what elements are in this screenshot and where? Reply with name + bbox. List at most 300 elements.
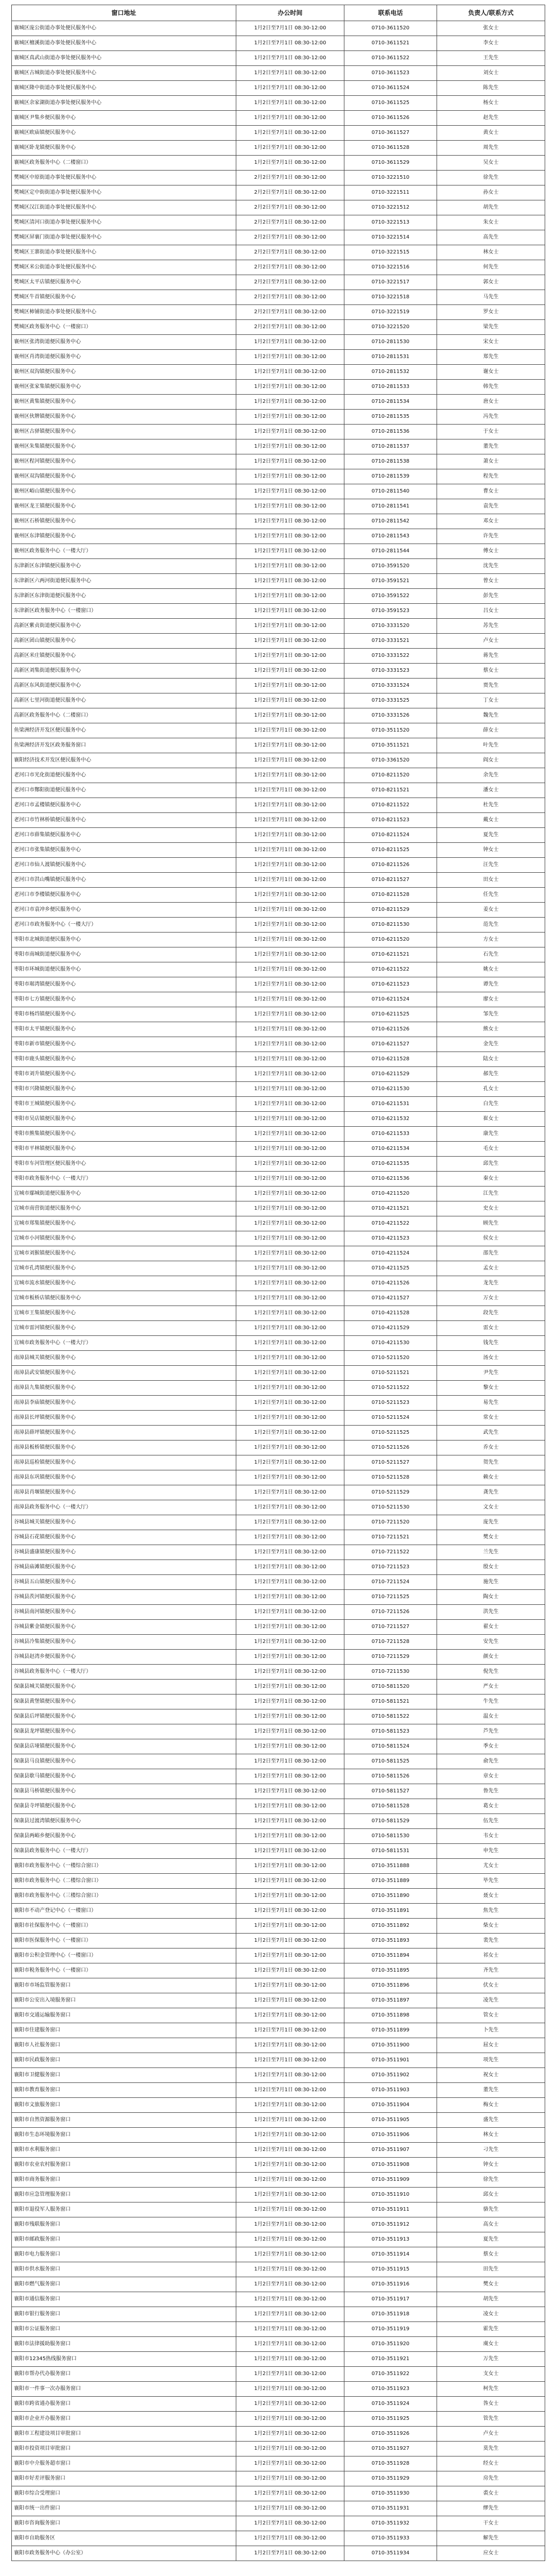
cell-phone: 0710-5811531 xyxy=(344,1844,437,1859)
cell-office-hours: 1月2日至7月1日 08:30-12:00 xyxy=(236,499,344,514)
cell-address: 枣阳市熊集镇便民服务中心 xyxy=(12,1127,236,1142)
cell-office-hours: 1月2日至7月1日 08:30-12:00 xyxy=(236,2516,344,2531)
cell-address: 襄城区卧龙镇便民服务中心 xyxy=(12,141,236,156)
cell-phone: 0710-6211530 xyxy=(344,1082,437,1097)
cell-office-hours: 1月2日至7月1日 08:30-12:00 xyxy=(236,1993,344,2008)
cell-address: 襄阳市投资项目审批窗口 xyxy=(12,2442,236,2456)
cell-office-hours: 1月2日至7月1日 08:30-12:00 xyxy=(236,693,344,708)
cell-phone: 0710-3591520 xyxy=(344,559,437,574)
cell-phone: 0710-5211526 xyxy=(344,1440,437,1455)
cell-office-hours: 1月2日至7月1日 08:30-12:00 xyxy=(236,2098,344,2113)
cell-office-hours: 1月2日至7月1日 08:30-12:00 xyxy=(236,783,344,798)
cell-contact: 聂女士 xyxy=(437,1889,545,1904)
cell-office-hours: 1月2日至7月1日 08:30-12:00 xyxy=(236,1904,344,1919)
table-row xyxy=(12,2188,545,2202)
cell-address: 襄阳市残联服务窗口 xyxy=(12,2217,236,2232)
cell-phone: 0710-3611528 xyxy=(344,141,437,156)
cell-office-hours: 1月2日至7月1日 08:30-12:00 xyxy=(236,1351,344,1366)
cell-address: 襄州区政务服务中心（一楼大厅） xyxy=(12,544,236,559)
cell-contact: 赖女士 xyxy=(437,1470,545,1485)
cell-office-hours: 2月2日至7月1日 08:30-12:00 xyxy=(236,245,344,260)
cell-contact: 何先生 xyxy=(437,260,545,275)
cell-office-hours: 1月2日至7月1日 08:30-12:00 xyxy=(236,2367,344,2382)
cell-contact: 林女士 xyxy=(437,2128,545,2143)
cell-address: 襄城区余家湖街道办事处便民服务中心 xyxy=(12,96,236,111)
table-row xyxy=(12,1246,545,1261)
cell-address: 襄阳市商务服务窗口 xyxy=(12,2173,236,2188)
cell-phone: 0710-3331526 xyxy=(344,708,437,723)
cell-phone: 0710-3511921 xyxy=(344,2352,437,2367)
cell-contact: 叶先生 xyxy=(437,738,545,753)
cell-address: 谷城县盛康镇便民服务中心 xyxy=(12,1545,236,1560)
cell-contact: 孙女士 xyxy=(437,185,545,200)
table-row xyxy=(12,171,545,185)
cell-contact: 凌先生 xyxy=(437,1993,545,2008)
cell-contact: 刘女士 xyxy=(437,66,545,81)
cell-address: 襄阳市公安出入境服务窗口 xyxy=(12,1993,236,2008)
cell-contact: 张女士 xyxy=(437,21,545,36)
cell-phone: 0710-3331520 xyxy=(344,619,437,634)
cell-address: 樊城区米公街道办事处便民服务中心 xyxy=(12,260,236,275)
cell-address: 保康县寺坪镇便民服务中心 xyxy=(12,1799,236,1814)
cell-address: 襄州区张家集镇便民服务中心 xyxy=(12,380,236,395)
cell-office-hours: 1月2日至7月1日 08:30-12:00 xyxy=(236,873,344,888)
cell-address: 襄城区古城街道办事处便民服务中心 xyxy=(12,66,236,81)
cell-contact: 萧女士 xyxy=(437,454,545,469)
cell-office-hours: 1月2日至7月1日 08:30-12:00 xyxy=(236,1411,344,1426)
table-row xyxy=(12,1545,545,1560)
table-row xyxy=(12,21,545,36)
cell-address: 襄城区真武山街道办事处便民服务中心 xyxy=(12,51,236,66)
cell-phone: 0710-6211527 xyxy=(344,1037,437,1052)
table-row xyxy=(12,2501,545,2516)
cell-office-hours: 2月2日至7月1日 08:30-12:00 xyxy=(236,260,344,275)
cell-phone: 0710-3511918 xyxy=(344,2307,437,2322)
table-row xyxy=(12,1351,545,1366)
cell-address: 保康县过渡湾镇便民服务中心 xyxy=(12,1814,236,1829)
cell-contact: 贾先生 xyxy=(437,679,545,693)
cell-contact: 阎女士 xyxy=(437,753,545,768)
table-row xyxy=(12,1112,545,1127)
table-row xyxy=(12,1904,545,1919)
cell-contact: 贺先生 xyxy=(437,1455,545,1470)
cell-contact: 薛女士 xyxy=(437,723,545,738)
table-row xyxy=(12,51,545,66)
table-row xyxy=(12,649,545,664)
cell-office-hours: 1月2日至7月1日 08:30-12:00 xyxy=(236,828,344,843)
cell-phone: 0710-6211523 xyxy=(344,977,437,992)
cell-office-hours: 1月2日至7月1日 08:30-12:00 xyxy=(236,1799,344,1814)
table-row xyxy=(12,2128,545,2143)
cell-contact: 曹女士 xyxy=(437,484,545,499)
table-row xyxy=(12,215,545,230)
cell-office-hours: 2月2日至7月1日 08:30-12:00 xyxy=(236,320,344,335)
cell-contact: 苏先生 xyxy=(437,619,545,634)
cell-phone: 0710-5811530 xyxy=(344,1829,437,1844)
cell-phone: 0710-3511930 xyxy=(344,2486,437,2501)
cell-address: 襄州区石桥镇便民服务中心 xyxy=(12,514,236,529)
cell-office-hours: 1月2日至7月1日 08:30-12:00 xyxy=(236,2247,344,2262)
cell-address: 宜城市王集镇便民服务中心 xyxy=(12,1306,236,1321)
cell-address: 南漳县政务服务中心（一楼大厅） xyxy=(12,1500,236,1515)
table-row xyxy=(12,245,545,260)
cell-contact: 孔女士 xyxy=(437,1082,545,1097)
cell-contact: 柴女士 xyxy=(437,1919,545,1934)
table-row xyxy=(12,2322,545,2337)
cell-contact: 郝先生 xyxy=(437,1067,545,1082)
cell-contact: 严女士 xyxy=(437,1680,545,1694)
cell-contact: 林女士 xyxy=(437,245,545,260)
cell-phone: 0710-6211529 xyxy=(344,1067,437,1082)
table-row xyxy=(12,156,545,171)
cell-office-hours: 1月2日至7月1日 08:30-12:00 xyxy=(236,141,344,156)
cell-address: 宜城市小河镇便民服务中心 xyxy=(12,1231,236,1246)
cell-office-hours: 1月2日至7月1日 08:30-12:00 xyxy=(236,2322,344,2337)
table-row xyxy=(12,185,545,200)
cell-office-hours: 2月2日至7月1日 08:30-12:00 xyxy=(236,200,344,215)
cell-address: 谷城县冷集镇便民服务中心 xyxy=(12,1635,236,1650)
cell-contact: 于女士 xyxy=(437,425,545,439)
table-row xyxy=(12,2307,545,2322)
cell-phone: 0710-3511929 xyxy=(344,2471,437,2486)
cell-office-hours: 1月2日至7月1日 08:30-12:00 xyxy=(236,1470,344,1485)
table-row xyxy=(12,1157,545,1172)
cell-office-hours: 1月2日至7月1日 08:30-12:00 xyxy=(236,21,344,36)
cell-contact: 樊女士 xyxy=(437,1530,545,1545)
cell-address: 襄州区肖湾街道便民服务中心 xyxy=(12,350,236,365)
cell-office-hours: 1月2日至7月1日 08:30-12:00 xyxy=(236,1814,344,1829)
cell-address: 襄阳市企业开办服务窗口 xyxy=(12,2412,236,2427)
cell-phone: 0710-3221515 xyxy=(344,245,437,260)
cell-office-hours: 1月2日至7月1日 08:30-12:00 xyxy=(236,1605,344,1620)
table-row xyxy=(12,1814,545,1829)
cell-phone: 0710-3511897 xyxy=(344,1993,437,2008)
table-row xyxy=(12,439,545,454)
cell-address: 南漳县巡检镇便民服务中心 xyxy=(12,1455,236,1470)
cell-address: 保康县歇马镇便民服务中心 xyxy=(12,1769,236,1784)
table-row xyxy=(12,2367,545,2382)
cell-office-hours: 1月2日至7月1日 08:30-12:00 xyxy=(236,2128,344,2143)
table-row xyxy=(12,574,545,589)
cell-phone: 0710-3331522 xyxy=(344,649,437,664)
table-row xyxy=(12,2202,545,2217)
cell-phone: 0710-4211525 xyxy=(344,1261,437,1276)
cell-contact: 雷女士 xyxy=(437,1321,545,1336)
cell-address: 襄阳市住建服务窗口 xyxy=(12,2023,236,2038)
table-row xyxy=(12,559,545,574)
cell-phone: 0710-2811542 xyxy=(344,514,437,529)
cell-contact: 缪先生 xyxy=(437,2501,545,2516)
service-window-table xyxy=(11,5,545,2561)
table-row xyxy=(12,1889,545,1904)
table-row xyxy=(12,2173,545,2188)
table-row xyxy=(12,1216,545,1231)
cell-address: 宜城市流水镇便民服务中心 xyxy=(12,1276,236,1291)
table-row xyxy=(12,1261,545,1276)
cell-contact: 王先生 xyxy=(437,51,545,66)
cell-office-hours: 1月2日至7月1日 08:30-12:00 xyxy=(236,2337,344,2352)
cell-phone: 0710-4211524 xyxy=(344,1246,437,1261)
cell-contact: 孟女士 xyxy=(437,1261,545,1276)
cell-phone: 0710-3221514 xyxy=(344,230,437,245)
cell-address: 老河口市张集镇便民服务中心 xyxy=(12,843,236,858)
cell-office-hours: 1月2日至7月1日 08:30-12:00 xyxy=(236,753,344,768)
table-row xyxy=(12,1500,545,1515)
table-row xyxy=(12,1201,545,1216)
cell-office-hours: 1月2日至7月1日 08:30-12:00 xyxy=(236,843,344,858)
cell-phone: 0710-5211520 xyxy=(344,1351,437,1366)
table-row xyxy=(12,828,545,843)
cell-contact: 任先生 xyxy=(437,888,545,903)
cell-address: 襄阳市应急管理服务窗口 xyxy=(12,2188,236,2202)
cell-contact: 廖女士 xyxy=(437,992,545,1007)
cell-address: 保康县后坪镇便民服务中心 xyxy=(12,1709,236,1724)
cell-address: 襄城区庞公街道办事处便民服务中心 xyxy=(12,21,236,36)
cell-address: 襄阳市社保服务中心（一楼窗口） xyxy=(12,1919,236,1934)
table-row xyxy=(12,1306,545,1321)
cell-address: 老河口市酂阳街道便民服务中心 xyxy=(12,783,236,798)
cell-phone: 0710-3511919 xyxy=(344,2322,437,2337)
cell-address: 襄阳市公证服务窗口 xyxy=(12,2322,236,2337)
cell-phone: 0710-3221512 xyxy=(344,200,437,215)
cell-address: 谷城县赵湾乡便民服务中心 xyxy=(12,1650,236,1665)
table-row xyxy=(12,544,545,559)
cell-office-hours: 1月2日至7月1日 08:30-12:00 xyxy=(236,1754,344,1769)
cell-address: 保康县政务服务中心（一楼大厅） xyxy=(12,1844,236,1859)
cell-address: 高新区政务服务中心（二楼窗口） xyxy=(12,708,236,723)
cell-phone: 0710-3511914 xyxy=(344,2247,437,2262)
cell-contact: 曾女士 xyxy=(437,574,545,589)
cell-office-hours: 1月2日至7月1日 08:30-12:00 xyxy=(236,708,344,723)
cell-contact: 齐先生 xyxy=(437,1963,545,1978)
cell-contact: 安先生 xyxy=(437,1635,545,1650)
cell-contact: 汤女士 xyxy=(437,1351,545,1366)
table-row xyxy=(12,1485,545,1500)
cell-office-hours: 1月2日至7月1日 08:30-12:00 xyxy=(236,2188,344,2202)
table-row xyxy=(12,1844,545,1859)
cell-contact: 施先生 xyxy=(437,1575,545,1590)
cell-address: 老河口市薛集镇便民服务中心 xyxy=(12,828,236,843)
cell-address: 老河口市洪山嘴镇便民服务中心 xyxy=(12,873,236,888)
cell-office-hours: 1月2日至7月1日 08:30-12:00 xyxy=(236,544,344,559)
table-header-row xyxy=(12,5,545,21)
cell-contact: 邹先生 xyxy=(437,1007,545,1022)
cell-contact: 章女士 xyxy=(437,1769,545,1784)
table-row xyxy=(12,111,545,126)
cell-address: 老河口市孟楼镇便民服务中心 xyxy=(12,798,236,813)
cell-phone: 0710-3511901 xyxy=(344,2053,437,2068)
cell-office-hours: 2月2日至7月1日 08:30-12:00 xyxy=(236,185,344,200)
cell-contact: 戴女士 xyxy=(437,813,545,828)
cell-address: 襄阳市政务服务中心（二楼综合窗口） xyxy=(12,1874,236,1889)
table-row xyxy=(12,798,545,813)
cell-address: 枣阳市政务服务中心（一楼大厅） xyxy=(12,1172,236,1187)
cell-phone: 0710-3221511 xyxy=(344,185,437,200)
table-row xyxy=(12,1515,545,1530)
cell-address: 襄阳市工程建设项目审批窗口 xyxy=(12,2427,236,2442)
cell-contact: 高女士 xyxy=(437,2217,545,2232)
cell-contact: 邱先生 xyxy=(437,1157,545,1172)
cell-office-hours: 1月2日至7月1日 08:30-12:00 xyxy=(236,380,344,395)
cell-contact: 冯先生 xyxy=(437,410,545,425)
cell-office-hours: 1月2日至7月1日 08:30-12:00 xyxy=(236,2217,344,2232)
cell-phone: 0710-3511926 xyxy=(344,2427,437,2442)
cell-contact: 赵先生 xyxy=(437,111,545,126)
cell-phone: 0710-5211530 xyxy=(344,1500,437,1515)
header-phone: 联系电话 xyxy=(344,5,437,21)
cell-phone: 0710-2811531 xyxy=(344,350,437,365)
table-row xyxy=(12,1007,545,1022)
cell-contact: 龙先生 xyxy=(437,1276,545,1291)
cell-phone: 0710-6211534 xyxy=(344,1142,437,1157)
cell-office-hours: 1月2日至7月1日 08:30-12:00 xyxy=(236,335,344,350)
cell-office-hours: 1月2日至7月1日 08:30-12:00 xyxy=(236,1052,344,1067)
cell-contact: 芦先生 xyxy=(437,1724,545,1739)
cell-phone: 0710-2811540 xyxy=(344,484,437,499)
cell-contact: 陈先生 xyxy=(437,81,545,96)
cell-office-hours: 1月2日至7月1日 08:30-12:00 xyxy=(236,798,344,813)
cell-phone: 0710-3511520 xyxy=(344,723,437,738)
cell-address: 襄城区檀溪街道办事处便民服务中心 xyxy=(12,36,236,51)
table-row xyxy=(12,2546,545,2561)
cell-address: 襄阳市12345热线服务窗口 xyxy=(12,2352,236,2367)
cell-office-hours: 1月2日至7月1日 08:30-12:00 xyxy=(236,1276,344,1291)
cell-contact: 干女士 xyxy=(437,2516,545,2531)
cell-address: 老河口市政务服务中心（一楼大厅） xyxy=(12,918,236,933)
table-row xyxy=(12,2008,545,2023)
cell-office-hours: 1月2日至7月1日 08:30-12:00 xyxy=(236,723,344,738)
table-row xyxy=(12,1769,545,1784)
cell-address: 襄阳市综合受理窗口 xyxy=(12,2486,236,2501)
cell-office-hours: 2月2日至7月1日 08:30-12:00 xyxy=(236,275,344,290)
cell-phone: 0710-6211524 xyxy=(344,992,437,1007)
table-row xyxy=(12,1440,545,1455)
cell-phone: 0710-7211526 xyxy=(344,1605,437,1620)
cell-office-hours: 1月2日至7月1日 08:30-12:00 xyxy=(236,1037,344,1052)
cell-contact: 胡先生 xyxy=(437,2292,545,2307)
cell-phone: 0710-8211530 xyxy=(344,918,437,933)
cell-address: 保康县马桥镇便民服务中心 xyxy=(12,1784,236,1799)
table-row xyxy=(12,469,545,484)
cell-contact: 罗女士 xyxy=(437,305,545,320)
cell-contact: 胡先生 xyxy=(437,200,545,215)
cell-address: 南漳县肖堰镇便民服务中心 xyxy=(12,1485,236,1500)
cell-phone: 0710-6211536 xyxy=(344,1172,437,1187)
cell-address: 东津新区东津街道便民服务中心 xyxy=(12,589,236,604)
cell-office-hours: 1月2日至7月1日 08:30-12:00 xyxy=(236,51,344,66)
table-row xyxy=(12,873,545,888)
cell-contact: 顾先生 xyxy=(437,1216,545,1231)
cell-office-hours: 1月2日至7月1日 08:30-12:00 xyxy=(236,1067,344,1082)
cell-address: 高新区七里河街道便民服务中心 xyxy=(12,693,236,708)
cell-phone: 0710-2811536 xyxy=(344,425,437,439)
cell-office-hours: 1月2日至7月1日 08:30-12:00 xyxy=(236,1127,344,1142)
cell-address: 枣阳市新市镇便民服务中心 xyxy=(12,1037,236,1052)
table-row xyxy=(12,2247,545,2262)
cell-phone: 0710-5811522 xyxy=(344,1709,437,1724)
cell-address: 东津新区东津镇便民服务中心 xyxy=(12,559,236,574)
cell-address: 南漳县武安镇便民服务中心 xyxy=(12,1366,236,1381)
cell-phone: 0710-3511923 xyxy=(344,2382,437,2397)
cell-address: 樊城区中原街道办事处便民服务中心 xyxy=(12,171,236,185)
table-row xyxy=(12,1829,545,1844)
cell-phone: 0710-3591521 xyxy=(344,574,437,589)
cell-office-hours: 1月2日至7月1日 08:30-12:00 xyxy=(236,1844,344,1859)
cell-phone: 0710-4211522 xyxy=(344,1216,437,1231)
cell-phone: 0710-6211531 xyxy=(344,1097,437,1112)
cell-office-hours: 1月2日至7月1日 08:30-12:00 xyxy=(236,1739,344,1754)
cell-address: 谷城县石花镇便民服务中心 xyxy=(12,1530,236,1545)
cell-phone: 0710-2811537 xyxy=(344,439,437,454)
cell-phone: 0710-3511924 xyxy=(344,2397,437,2412)
table-row xyxy=(12,380,545,395)
document-sheet xyxy=(11,5,545,2561)
cell-contact: 史女士 xyxy=(437,1201,545,1216)
cell-address: 南漳县城关镇便民服务中心 xyxy=(12,1351,236,1366)
cell-office-hours: 1月2日至7月1日 08:30-12:00 xyxy=(236,1724,344,1739)
cell-office-hours: 1月2日至7月1日 08:30-12:00 xyxy=(236,1575,344,1590)
cell-contact: 钱先生 xyxy=(437,1336,545,1351)
cell-phone: 0710-4211530 xyxy=(344,1336,437,1351)
cell-contact: 常女士 xyxy=(437,1411,545,1426)
table-row xyxy=(12,230,545,245)
cell-office-hours: 1月2日至7月1日 08:30-12:00 xyxy=(236,1829,344,1844)
cell-phone: 0710-2811530 xyxy=(344,335,437,350)
cell-contact: 石先生 xyxy=(437,947,545,962)
cell-phone: 0710-3511931 xyxy=(344,2501,437,2516)
cell-address: 枣阳市南城街道便民服务中心 xyxy=(12,947,236,962)
cell-address: 襄城区政务服务中心（二楼窗口） xyxy=(12,156,236,171)
cell-address: 襄阳市中介服务超市窗口 xyxy=(12,2456,236,2471)
cell-contact: 马先生 xyxy=(437,290,545,305)
cell-address: 樊城区定中街街道办事处便民服务中心 xyxy=(12,185,236,200)
cell-contact: 裘女士 xyxy=(437,2486,545,2501)
table-row xyxy=(12,634,545,649)
cell-address: 襄州区伙牌镇便民服务中心 xyxy=(12,410,236,425)
cell-phone: 0710-3331524 xyxy=(344,679,437,693)
cell-office-hours: 1月2日至7月1日 08:30-12:00 xyxy=(236,1709,344,1724)
cell-office-hours: 1月2日至7月1日 08:30-12:00 xyxy=(236,81,344,96)
cell-phone: 0710-7211520 xyxy=(344,1515,437,1530)
cell-office-hours: 1月2日至7月1日 08:30-12:00 xyxy=(236,410,344,425)
cell-office-hours: 1月2日至7月1日 08:30-12:00 xyxy=(236,1246,344,1261)
table-row xyxy=(12,693,545,708)
cell-phone: 0710-3221517 xyxy=(344,275,437,290)
cell-contact: 杜先生 xyxy=(437,798,545,813)
cell-contact: 杨女士 xyxy=(437,96,545,111)
cell-office-hours: 1月2日至7月1日 08:30-12:00 xyxy=(236,484,344,499)
cell-phone: 0710-3511912 xyxy=(344,2217,437,2232)
cell-phone: 0710-3511521 xyxy=(344,738,437,753)
cell-address: 东津新区六两河街道便民服务中心 xyxy=(12,574,236,589)
cell-phone: 0710-6211526 xyxy=(344,1022,437,1037)
cell-contact: 余先生 xyxy=(437,768,545,783)
cell-address: 襄城区隆中街道办事处便民服务中心 xyxy=(12,81,236,96)
cell-address: 襄阳市政务服务中心（三楼综合窗口） xyxy=(12,1889,236,1904)
cell-office-hours: 1月2日至7月1日 08:30-12:00 xyxy=(236,2442,344,2456)
cell-contact: 康先生 xyxy=(437,1127,545,1142)
table-row xyxy=(12,1948,545,1963)
cell-address: 襄州区朱集镇便民服务中心 xyxy=(12,439,236,454)
cell-contact: 经女士 xyxy=(437,2456,545,2471)
cell-contact: 董先生 xyxy=(437,439,545,454)
cell-office-hours: 1月2日至7月1日 08:30-12:00 xyxy=(236,1919,344,1934)
cell-office-hours: 1月2日至7月1日 08:30-12:00 xyxy=(236,1440,344,1455)
cell-phone: 0710-4211520 xyxy=(344,1187,437,1201)
cell-phone: 0710-3511902 xyxy=(344,2068,437,2083)
table-row xyxy=(12,36,545,51)
cell-address: 襄阳市电力服务窗口 xyxy=(12,2247,236,2262)
